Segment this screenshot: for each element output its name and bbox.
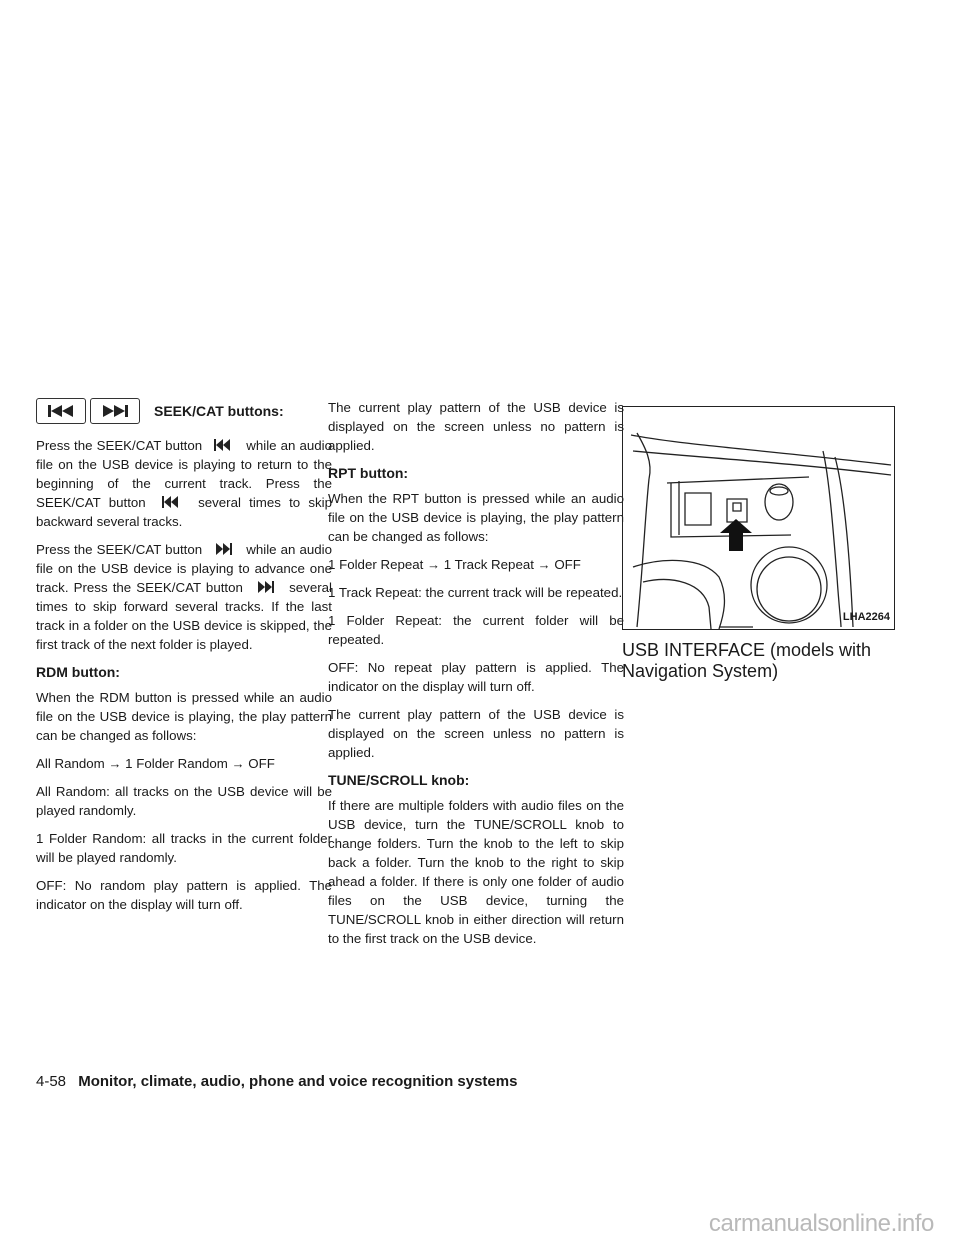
rpt-paragraph: When the RPT button is pressed while an audio file on the USB device is playing, the play pattern can be changed as follows: (328, 491, 624, 544)
seek-forward-icon (100, 404, 130, 418)
seek-back-paragraph: Press the SEEK/CAT button while an audio file on the USB device is playing to return to the beginning of the current track. Press the SEEK/CAT button several times to skip backward several tracks. (36, 438, 332, 529)
arrow-icon: → (231, 756, 245, 771)
figure-label: LHA2264 (842, 611, 890, 623)
rpt-pattern-note: The current play pattern of the USB device is displayed on the screen unless no pattern is applied. (328, 707, 624, 760)
watermark: carmanualsonline.info (708, 1210, 934, 1237)
tune-scroll-heading: TUNE/SCROLL knob: (328, 772, 470, 788)
column-1 (36, 398, 332, 923)
usb-location-illustration (623, 407, 894, 629)
page-number: 4-58 (36, 1073, 67, 1090)
seek-forward-icon (248, 581, 284, 593)
tune-scroll-paragraph: If there are multiple folders with audio files on the USB device, turn the TUNE/SCROLL knob to change folders. Turn the knob to the left to skip back a folder. Turn the knob to the right to skip ahead a folder. If there is only one folder of audio files on the USB device, turning the TUNE/SCROLL knob in either direction will return to the first track on the USB device. (328, 798, 624, 946)
rpt-heading: RPT button: (328, 465, 409, 481)
rdm-paragraph: When the RDM button is pressed while an audio file on the USB device is playing, the play pattern can be changed as follows: (36, 690, 332, 743)
rdm-all-random: All Random: all tracks on the USB device will be played randomly. (36, 784, 332, 818)
rpt-folder-repeat: 1 Folder Repeat: the current folder will be repeated. (328, 613, 624, 647)
section-title: USB INTERFACE (models with Navigation System) (622, 640, 872, 681)
seek-forward-button-illustration (90, 398, 140, 424)
seek-back-icon (154, 496, 190, 508)
seek-forward-icon (206, 543, 242, 555)
seek-back-icon (206, 439, 242, 451)
seek-back-button-illustration (36, 398, 86, 424)
arrow-icon: → (537, 557, 551, 572)
seek-back-icon (46, 404, 76, 418)
page-footer (36, 1073, 517, 1090)
seek-cat-heading (36, 398, 332, 424)
rpt-sequence: 1 Folder Repeat → 1 Track Repeat → OFF (328, 557, 581, 572)
column-2 (328, 398, 624, 957)
column-3 (622, 398, 922, 682)
arrow-icon: → (108, 756, 122, 771)
arrow-icon: → (427, 557, 441, 572)
rdm-sequence: All Random → 1 Folder Random → OFF (36, 756, 275, 771)
chapter-title: Monitor, climate, audio, phone and voice recognition systems (78, 1073, 518, 1090)
rdm-heading: RDM button: (36, 664, 120, 680)
rdm-off: OFF: No random play pattern is applied. The indicator on the display will turn off. (36, 878, 332, 912)
rpt-off: OFF: No repeat play pattern is applied. The indicator on the display will turn off. (328, 660, 624, 694)
seek-forward-paragraph: Press the SEEK/CAT button while an audio file on the USB device is playing to advance one track. Press the SEEK/CAT button several times to skip forward several tracks. If the last track in a folder on the USB device is skipped, the first track of the next folder is played. (36, 542, 332, 652)
rpt-track-repeat: 1 Track Repeat: the current track will be repeated. (328, 585, 623, 600)
seek-cat-heading-label: SEEK/CAT buttons: (154, 402, 284, 419)
usb-interface-figure (622, 406, 895, 630)
rdm-folder-random: 1 Folder Random: all tracks in the current folder will be played randomly. (36, 831, 332, 865)
usb-arrow-icon (720, 519, 752, 551)
rdm-pattern-note: The current play pattern of the USB device is displayed on the screen unless no pattern is applied. (328, 400, 624, 453)
